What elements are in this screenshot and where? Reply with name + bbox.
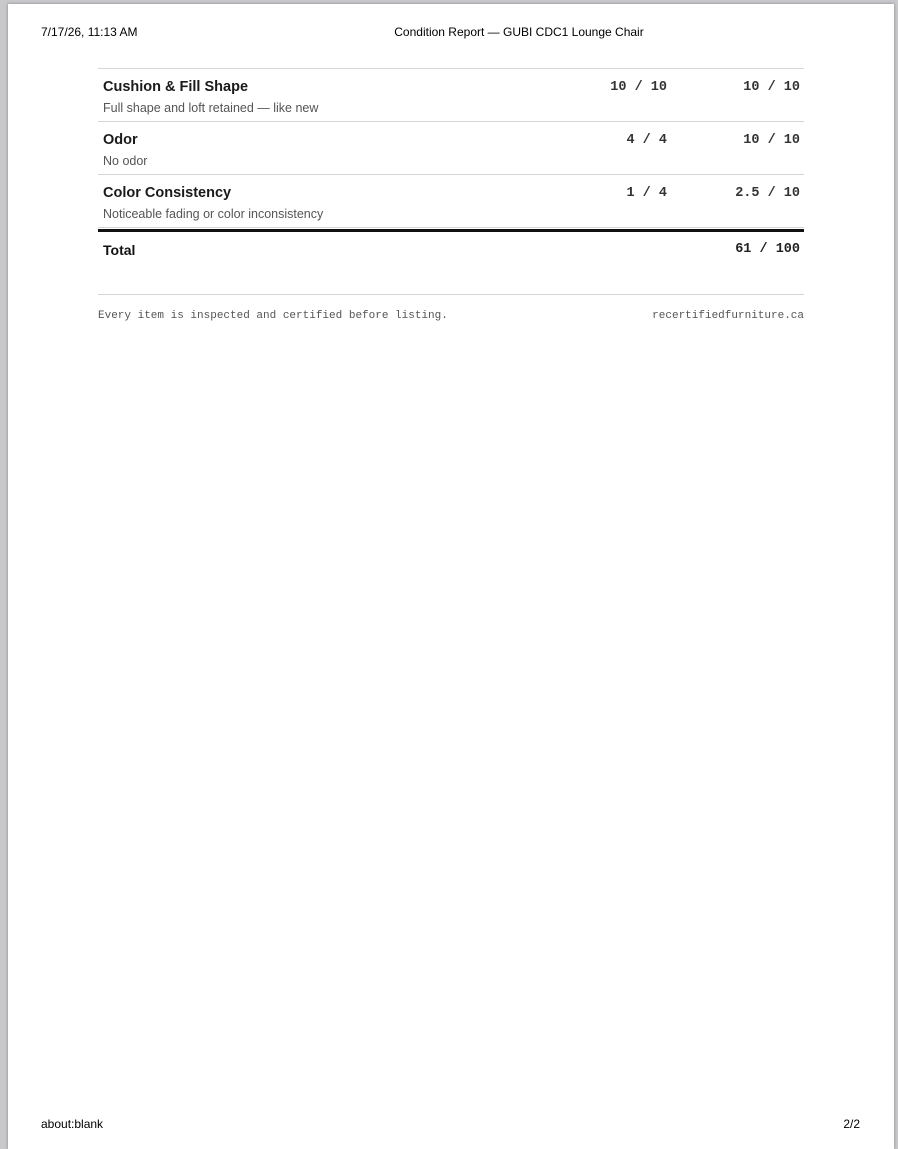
criterion-name: Cushion & Fill Shape: [103, 79, 249, 95]
weighted-score: 10 / 10: [743, 133, 800, 148]
website-link[interactable]: recertifiedfurniture.ca: [652, 310, 804, 322]
condition-table: [98, 68, 804, 272]
total-value: 61 / 100: [735, 242, 800, 257]
print-page: [8, 4, 894, 1149]
inspection-note: Every item is inspected and certified before listing.: [98, 310, 448, 322]
criterion-name: Color Consistency: [103, 185, 232, 201]
criterion-description: No odor: [103, 154, 148, 168]
weighted-score: 2.5 / 10: [735, 186, 800, 201]
table-row: [98, 122, 804, 175]
page-number: 2/2: [843, 1117, 860, 1131]
table-row: [98, 175, 804, 228]
print-document-title: Condition Report — GUBI CDC1 Lounge Chair: [394, 25, 644, 39]
total-row: [98, 229, 804, 272]
raw-score: 4 / 4: [626, 133, 667, 148]
raw-score: 10 / 10: [610, 80, 667, 95]
raw-score: 1 / 4: [626, 186, 667, 201]
weighted-score: 10 / 10: [743, 80, 800, 95]
total-label: Total: [103, 242, 136, 258]
criterion-description: Full shape and loft retained — like new: [103, 101, 319, 115]
print-url: about:blank: [41, 1117, 104, 1131]
print-datetime: 7/17/26, 11:13 AM: [41, 25, 138, 39]
report-footer: [98, 294, 804, 325]
table-row: [98, 69, 804, 122]
criterion-name: Odor: [103, 132, 138, 148]
criterion-description: Noticeable fading or color inconsistency: [103, 207, 324, 221]
